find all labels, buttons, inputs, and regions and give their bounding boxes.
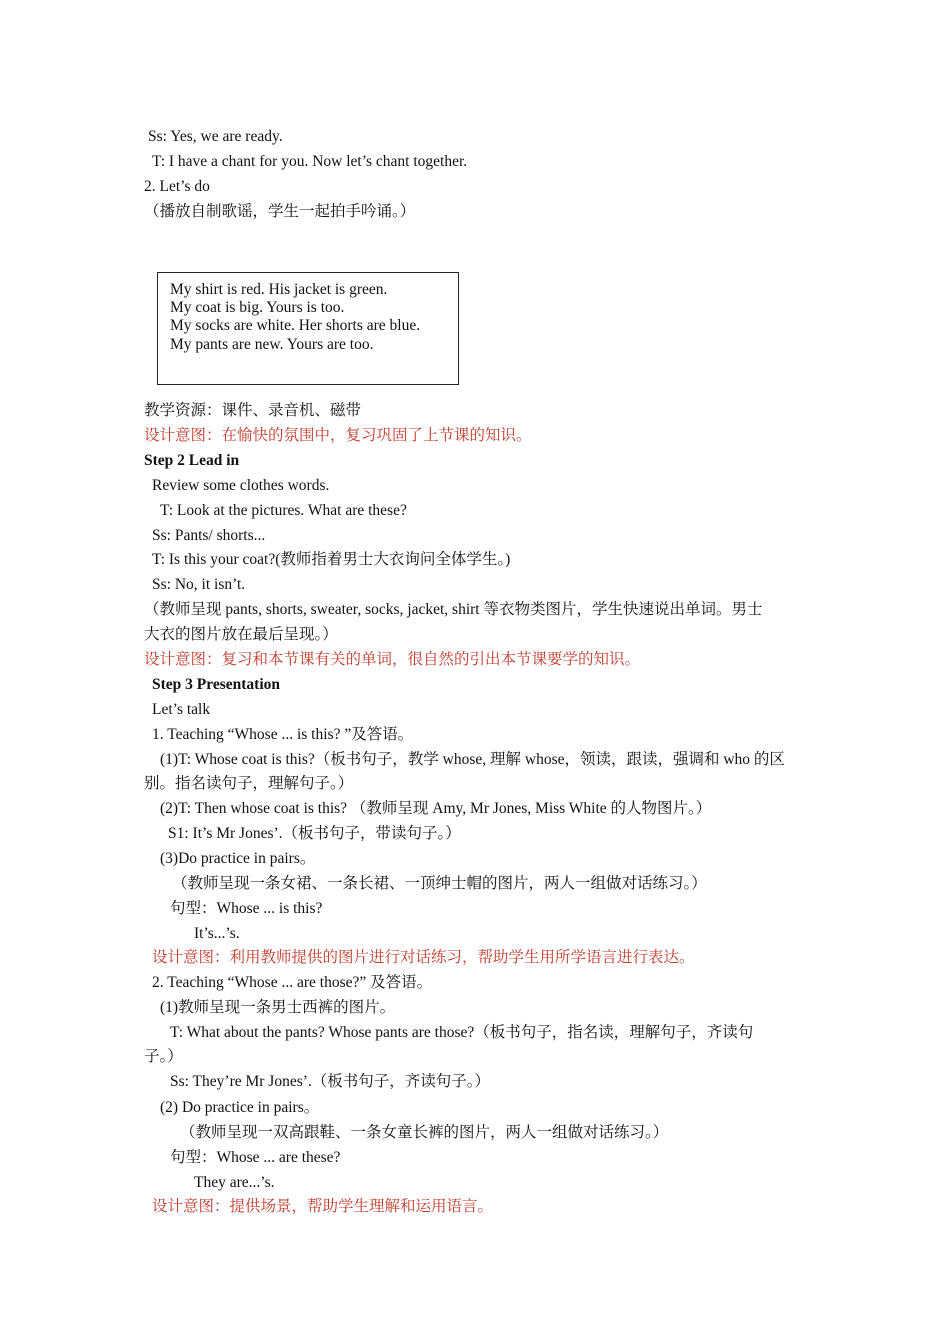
pattern-line: It’s...’s. — [194, 925, 240, 942]
step-heading: Step 2 Lead in — [144, 452, 240, 469]
note-line: 大衣的图片放在最后呈现。） — [144, 626, 338, 643]
text-line: Review some clothes words. — [152, 477, 330, 494]
chant-line: My socks are white. Her shorts are blue. — [170, 317, 421, 334]
dialogue-line: Ss: No, it isn’t. — [152, 576, 246, 593]
step-heading: Step 3 Presentation — [152, 676, 281, 693]
chant-box — [157, 272, 459, 385]
design-intent: 设计意图：提供场景，帮助学生理解和运用语言。 — [152, 1198, 494, 1215]
text-line: (3)Do practice in pairs。 — [160, 850, 316, 867]
text-line: (1)教师呈现一条男士西裤的图片。 — [160, 999, 396, 1016]
pattern-line: 句型：Whose ... is this? — [170, 900, 323, 917]
dialogue-line: T: I have a chant for you. Now let’s chant together. — [152, 153, 468, 170]
text-line: 1. Teaching “Whose ... is this? ”及答语。 — [152, 726, 414, 743]
dialogue-line: S1: It’s Mr Jones’.（板书句子，带读句子。） — [168, 825, 461, 842]
design-intent: 设计意图：利用教师提供的图片进行对话练习，帮助学生用所学语言进行表达。 — [152, 949, 695, 966]
dialogue-line: 子。） — [144, 1048, 183, 1065]
resources-line: 教学资源：课件、录音机、磁带 — [144, 402, 362, 419]
design-intent: 设计意图：复习和本节课有关的单词，很自然的引出本节课要学的知识。 — [144, 651, 641, 668]
note-line: （教师呈现一双高跟鞋、一条女童长裤的图片，两人一组做对话练习。） — [180, 1124, 669, 1141]
dialogue-line: T: Look at the pictures. What are these? — [160, 502, 407, 519]
text-line: Let’s talk — [152, 701, 211, 718]
pattern-line: They are...’s. — [194, 1174, 275, 1191]
note-line: （播放自制歌谣，学生一起拍手吟诵。） — [144, 203, 416, 220]
text-line: (2)T: Then whose coat is this? （教师呈现 Amy, Mr Jones, Miss White 的人物图片。） — [160, 800, 712, 817]
text-line: 别。指名读句子，理解句子。） — [144, 775, 354, 792]
dialogue-line: T: Is this your coat?(教师指着男士大衣询问全体学生。) — [152, 551, 511, 568]
text-line: (2) Do practice in pairs。 — [160, 1099, 320, 1116]
section-heading: 2. Let’s do — [144, 178, 210, 195]
note-line: （教师呈现一条女裙、一条长裙、一顶绅士帽的图片，两人一组做对话练习。） — [172, 875, 707, 892]
text-line: 2. Teaching “Whose ... are those?” 及答语。 — [152, 974, 433, 991]
dialogue-line: Ss: Pants/ shorts... — [152, 527, 266, 544]
dialogue-line: Ss: Yes, we are ready. — [148, 128, 283, 145]
dialogue-line: Ss: They’re Mr Jones’.（板书句子，齐读句子。） — [170, 1073, 491, 1090]
text-line: (1)T: Whose coat is this?（板书句子，教学 whose, 理解 whose，领读，跟读，强调和 who 的区 — [160, 751, 785, 768]
dialogue-line: T: What about the pants? Whose pants are those?（板书句子，指名读，理解句子，齐读句 — [170, 1024, 754, 1041]
pattern-line: 句型：Whose ... are these? — [170, 1149, 341, 1166]
note-line: （教师呈现 pants, shorts, sweater, socks, jacket, shirt 等衣物类图片，学生快速说出单词。男士 — [144, 601, 763, 618]
chant-line: My coat is big. Yours is too. — [170, 299, 345, 316]
design-intent: 设计意图：在愉快的氛围中，复习巩固了上节课的知识。 — [144, 427, 532, 444]
chant-line: My pants are new. Yours are too. — [170, 336, 374, 353]
chant-line: My shirt is red. His jacket is green. — [170, 281, 388, 298]
